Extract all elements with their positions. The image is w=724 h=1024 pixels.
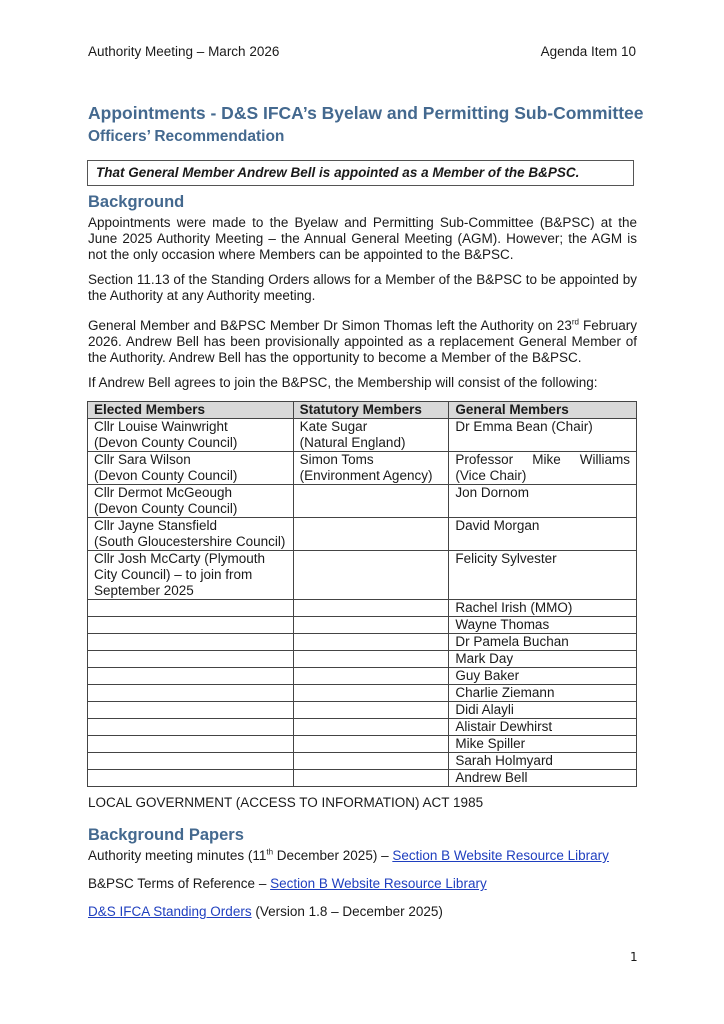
- header-meeting: Authority Meeting – March 2026: [88, 44, 280, 59]
- cell-elected-member: Cllr Sara Wilson (Devon County Council): [88, 452, 294, 485]
- paper1-text-b: December 2025) –: [273, 848, 393, 863]
- cell-statutory-member: [293, 634, 449, 651]
- table-row: [88, 702, 637, 719]
- cell-elected-member: Cllr Louise Wainwright (Devon County Council): [88, 419, 294, 452]
- cell-statutory-member: [293, 617, 449, 634]
- paper1-text-a: Authority meeting minutes (11: [88, 848, 267, 863]
- cell-statutory-member: [293, 518, 449, 551]
- header-elected-members: Elected Members: [88, 402, 294, 419]
- cell-general-member: Charlie Ziemann: [449, 685, 637, 702]
- table-row: [88, 685, 637, 702]
- table-row: [88, 753, 637, 770]
- table-row: [88, 770, 637, 787]
- background-paragraph-3: [88, 318, 637, 366]
- paper3-text: (Version 1.8 – December 2025): [251, 904, 443, 919]
- cell-general-member: Mike Spiller: [449, 736, 637, 753]
- cell-general-member: Guy Baker: [449, 668, 637, 685]
- cell-general-member: Jon Dornom: [449, 485, 637, 518]
- cell-elected-member: [88, 600, 294, 617]
- paper-item-3: [88, 904, 637, 920]
- page-number: 1: [630, 950, 638, 964]
- page-title: Appointments - D&S IFCA’s Byelaw and Permitting Sub-Committee: [88, 103, 644, 123]
- cell-statutory-member: [293, 685, 449, 702]
- cell-general-member: Alistair Dewhirst: [449, 719, 637, 736]
- cell-elected-member: [88, 736, 294, 753]
- cell-elected-member: Cllr Dermot McGeough (Devon County Council): [88, 485, 294, 518]
- cell-statutory-member: Simon Toms (Environment Agency): [293, 452, 449, 485]
- cell-elected-member: [88, 634, 294, 651]
- cell-statutory-member: Kate Sugar (Natural England): [293, 419, 449, 452]
- p3-superscript: rd: [571, 317, 579, 327]
- table-row: [88, 452, 637, 485]
- cell-general-member: David Morgan: [449, 518, 637, 551]
- p3-text-b: February 2026. Andrew Bell has been provisionally appointed as a replacement General Member of the Authority. Andrew Bell has the opportunity to become a Member of the B&PSC.: [88, 318, 637, 365]
- background-paragraph-1: Appointments were made to the Byelaw and Permitting Sub-Committee (B&PSC) at the June 2025 Authority Meeting – the Annual General Meeting (AGM). However; the AGM is not the only occasion where Members can be appointed to the B&PSC.: [88, 215, 637, 262]
- act-line: LOCAL GOVERNMENT (ACCESS TO INFORMATION) ACT 1985: [88, 795, 484, 810]
- cell-statutory-member: [293, 551, 449, 600]
- cell-statutory-member: [293, 651, 449, 668]
- cell-statutory-member: [293, 719, 449, 736]
- paper2-text: B&PSC Terms of Reference –: [88, 876, 271, 891]
- page-header: [88, 44, 636, 59]
- cell-general-member: Didi Alayli: [449, 702, 637, 719]
- cell-elected-member: [88, 702, 294, 719]
- cell-general-member: Dr Pamela Buchan: [449, 634, 637, 651]
- cell-general-member: Rachel Irish (MMO): [449, 600, 637, 617]
- cell-elected-member: [88, 770, 294, 787]
- cell-elected-member: [88, 651, 294, 668]
- header-general-members: General Members: [449, 402, 637, 419]
- section-heading-background: Background: [88, 193, 185, 211]
- table-header-row: [88, 402, 637, 419]
- paper1-superscript: th: [266, 847, 274, 857]
- cell-statutory-member: [293, 753, 449, 770]
- table-row: [88, 651, 637, 668]
- cell-general-member: Wayne Thomas: [449, 617, 637, 634]
- cell-statutory-member: [293, 600, 449, 617]
- table-row: [88, 485, 637, 518]
- standing-orders-link[interactable]: D&S IFCA Standing Orders: [88, 904, 252, 919]
- p3-text-a: General Member and B&PSC Member Dr Simon Thomas left the Authority on 23: [88, 318, 572, 333]
- cell-general-member: Sarah Holmyard: [449, 753, 637, 770]
- table-row: [88, 518, 637, 551]
- cell-elected-member: [88, 685, 294, 702]
- cell-elected-member: [88, 668, 294, 685]
- table-row: [88, 668, 637, 685]
- table-row: [88, 551, 637, 600]
- table-row: [88, 419, 637, 452]
- cell-elected-member: [88, 753, 294, 770]
- paper-item-1: [88, 848, 637, 864]
- paper1-link[interactable]: Section B Website Resource Library: [392, 848, 609, 863]
- paper-item-2: [88, 876, 637, 892]
- table-row: [88, 719, 637, 736]
- cell-general-member: Dr Emma Bean (Chair): [449, 419, 637, 452]
- recommendation-text: That General Member Andrew Bell is appointed as a Member of the B&PSC.: [96, 165, 580, 180]
- cell-elected-member: [88, 617, 294, 634]
- cell-general-member: Mark Day: [449, 651, 637, 668]
- cell-statutory-member: [293, 736, 449, 753]
- cell-elected-member: [88, 719, 294, 736]
- table-row: [88, 634, 637, 651]
- cell-statutory-member: [293, 668, 449, 685]
- header-agenda-item: Agenda Item 10: [540, 44, 636, 59]
- cell-general-member: Felicity Sylvester: [449, 551, 637, 600]
- cell-elected-member: Cllr Josh McCarty (Plymouth City Council) – to join from September 2025: [88, 551, 294, 600]
- cell-general-member: Andrew Bell: [449, 770, 637, 787]
- header-statutory-members: Statutory Members: [293, 402, 449, 419]
- membership-table: [87, 401, 637, 787]
- section-heading-recommendation: Officers’ Recommendation: [88, 128, 285, 145]
- background-paragraph-2: Section 11.13 of the Standing Orders allows for a Member of the B&PSC to be appointed by the Authority at any Authority meeting.: [88, 272, 637, 303]
- recommendation-box: [87, 160, 634, 186]
- table-row: [88, 617, 637, 634]
- cell-statutory-member: [293, 702, 449, 719]
- background-paragraph-4: If Andrew Bell agrees to join the B&PSC, the Membership will consist of the following:: [88, 375, 598, 390]
- table-row: [88, 600, 637, 617]
- table-row: [88, 736, 637, 753]
- paper2-link[interactable]: Section B Website Resource Library: [270, 876, 487, 891]
- cell-statutory-member: [293, 770, 449, 787]
- cell-general-member: Professor Mike Williams (Vice Chair): [449, 452, 637, 485]
- cell-elected-member: Cllr Jayne Stansfield (South Gloucestershire Council): [88, 518, 294, 551]
- section-heading-background-papers: Background Papers: [88, 826, 244, 844]
- cell-statutory-member: [293, 485, 449, 518]
